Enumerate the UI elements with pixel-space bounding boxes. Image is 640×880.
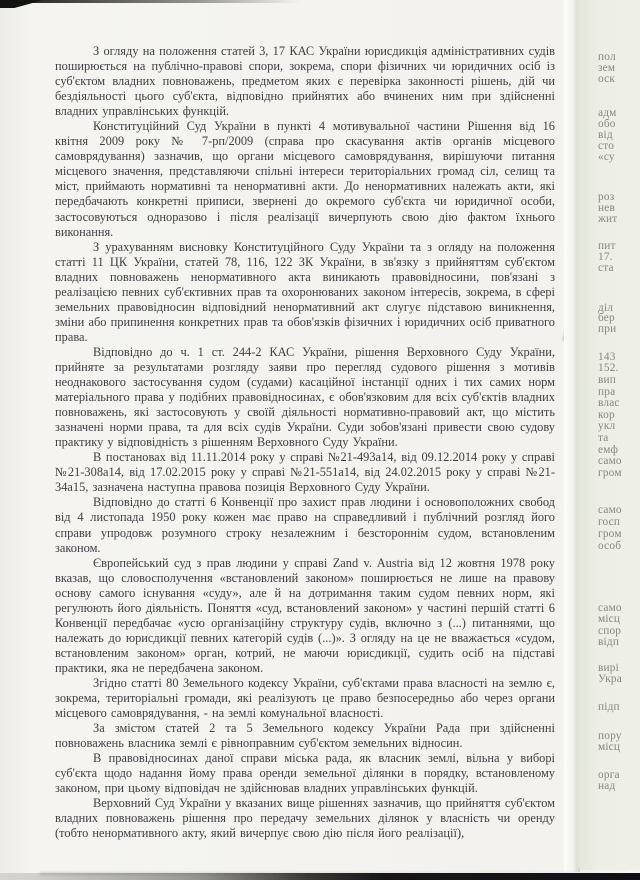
adjacent-page-line-fragment: роз (598, 191, 615, 203)
adjacent-page-fragments (598, 0, 640, 870)
adjacent-page-line-fragment: оск (598, 73, 616, 85)
scan-edge-bottom (0, 873, 640, 880)
paragraph: Конституційний Суд України в пункті 4 мотивувальної частини Рішення від 16 квітня 2009 року № 7-рп/2009 (справа про скасування актів органів місцевого самоврядування) зазначив, що органи місцевого самоврядування, вирішуючи питання місцевого значення, представляючи спільні інтереси територіальних громад сіл, селищ та міст, приймають нормативні та ненормативні акти. До ненормативних належать акти, які передбачають конкретні приписи, звернені до окремого суб'єкта чи юридичної особи, застосовуються одноразово і після реалізації вичерпують свою дію фактом їхнього виконання. (55, 119, 555, 239)
adjacent-page-line-fragment: місц (598, 613, 621, 625)
adjacent-page-line-fragment: нев (598, 202, 615, 214)
paragraph: Згідно статті 80 Земельного кодексу України, суб'єктами права власності на землю є, зокрема, територіальні громади, які реалізують це право безпосередньо або через органи місцевого самоврядування, - на землі комунальної власності. (55, 675, 555, 721)
adjacent-page-line-fragment: само (598, 455, 622, 467)
adjacent-page-line-fragment: орга (598, 769, 620, 781)
adjacent-page-line-fragment: госп (598, 516, 621, 528)
adjacent-page-line-fragment: вирі (598, 662, 619, 674)
adjacent-page-line-fragment: гром (598, 467, 622, 479)
adjacent-page-line-fragment: при (598, 323, 617, 335)
adjacent-page-line-fragment: кор (598, 409, 615, 421)
paragraph: Відповідно до статті 6 Конвенції про захист прав людини і основоположних свобод від 4 листопада 1950 року кожен має право на справедливий і публічний розгляд його справи упродовж розумного строку незалежним і безстороннім судом, встановленим законом. (55, 495, 555, 555)
adjacent-page-line-fragment: відп (598, 636, 620, 648)
adjacent-page-line-fragment: місц (598, 741, 621, 753)
adjacent-page-line-fragment: емф (598, 444, 619, 456)
adjacent-page-line-fragment: пору (598, 730, 622, 742)
adjacent-page-line-fragment: 143 (598, 351, 616, 363)
adjacent-page-line-fragment: ста (598, 262, 614, 274)
adjacent-page-line-fragment: обо (598, 118, 616, 130)
adjacent-page-line-fragment: спор (598, 625, 622, 637)
adjacent-page-line-fragment: адм (598, 107, 617, 119)
adjacent-page-line-fragment: само (598, 504, 622, 516)
adjacent-page-line-fragment: пит (598, 240, 616, 252)
adjacent-page-line-fragment: сто (598, 140, 615, 152)
adjacent-page-line-fragment: над (598, 780, 616, 792)
adjacent-page-line-fragment: від (598, 129, 613, 141)
adjacent-page-line-fragment: само (598, 602, 622, 614)
scan-edge-top (0, 0, 300, 3)
adjacent-page-line-fragment: 152. (598, 362, 619, 374)
adjacent-page-line-fragment: Укра (598, 673, 622, 685)
adjacent-page-line-fragment: жит (598, 213, 618, 225)
adjacent-page-line-fragment: пра (598, 386, 616, 398)
paragraph: За змістом статей 2 та 5 Земельного кодексу України Рада при здійсненні повноважень власника землі є рівноправним суб'єктом земельних відносин. (55, 721, 555, 751)
adjacent-page-line-fragment: зем (598, 62, 616, 74)
paragraph: В правовідносинах даної справи міська рада, як власник землі, вільна у виборі суб'єкта щодо надання йому права оренди земельної ділянки в порядку, встановленому законом, при цьому відповідач не здійснював владних управлінських функцій. (55, 751, 555, 796)
adjacent-page-line-fragment: «су (598, 151, 615, 163)
adjacent-page-line-fragment: 17. (598, 251, 613, 263)
adjacent-page-line-fragment: вип (598, 374, 617, 386)
document-text (55, 44, 555, 841)
adjacent-page-line-fragment: гром (598, 528, 622, 540)
adjacent-page-line-fragment: укл (598, 420, 616, 432)
adjacent-page-line-fragment: влас (598, 397, 620, 409)
paragraph: З урахуванням висновку Конституційного Суду України та з огляду на положення статті 11 ЦК України, статей 78, 116, 122 ЗК України, в зв'язку з прийняттям суб'єктом владних повноважень ненормативного акта виникають правовідносини, пов'язані з реалізацією певних суб'єктивних прав та охоронюваних законом інтересів, зокрема, в сфері земельних правовідносин відповідний ненормативний акт слугує підставою виникнення, зміни або припинення конкретних прав та обов'язків фізичних і юридичних осіб приватного права. (55, 239, 555, 344)
adjacent-page-line-fragment: діл (598, 302, 614, 314)
paragraph: З огляду на положення статей 3, 17 КАС України юрисдикція адміністративних судів поширюється на публічно-правові спори, зокрема, спори фізичних чи юридичних осіб із суб'єктом владних повноважень, предметом яких є перевірка законності рішень, дій чи бездіяльності цього суб'єкта, відповідно прийнятих або вчинених ним при здійсненні владних управлінських функцій. (55, 44, 555, 119)
paragraph: Європейський суд з прав людини у справі Zand v. Austria від 12 жовтня 1978 року вказав, що словосполучення «встановлений законом» поширюється не лише на правову основу самого існування «суду», але й на дотримання таким судом певних норм, які регулюють його діяльність. Поняття «суд, встановлений законом» у частині першій статті 6 Конвенції передбачає «усю організаційну структуру судів, включно з (...) питаннями, що належать до юрисдикції певних категорій судів (...)». З огляду на це не вважається «судом, встановленим законом» орган, котрий, не маючи юрисдикції, судить осіб на підставі практики, яка не передбачена законом. (55, 555, 555, 675)
adjacent-page-line-fragment: та (598, 432, 609, 444)
scan-edge-corner (0, 0, 42, 8)
paragraph: Верховний Суд України у вказаних вище рішеннях зазначив, що прийняття суб'єктом владних повноважень рішення про передачу земельних ділянок у власність чи оренду (тобто ненормативного акту, який вичерпує свою дію після його реалізації), (55, 796, 555, 841)
paragraph: В постановах від 11.11.2014 року у справі №21-493а14, від 09.12.2014 року у справі №21-308а14, від 17.02.2015 року у справі №21-551а14, від 24.02.2015 року у справі №21-34а15, зазначена наступна правова позиція Верховного Суду України. (55, 450, 555, 495)
adjacent-page-edge (578, 0, 640, 870)
adjacent-page-line-fragment: пол (598, 51, 616, 63)
adjacent-page-line-fragment: особ (598, 540, 622, 552)
adjacent-page-line-fragment: бер (598, 312, 615, 324)
paragraph: Відповідно до ч. 1 ст. 244-2 КАС України, рішення Верховного Суду України, прийняте за результатами розгляду заяви про перегляд судового рішення з мотивів неоднакового застосування судом (судами) касаційної інстанції одних і тих самих норм матеріального права у подібних правовідносинах, є обов'язковим для всіх суб'єктів владних повноважень, які застосовують у своїй діяльності нормативно-правовий акт, що містить зазначені норми права, та для всіх судів України. Суди зобов'язані привести свою судову практику у відповідність з рішенням Верховного Суду України. (55, 344, 555, 450)
adjacent-page-line-fragment: підп (598, 701, 620, 713)
